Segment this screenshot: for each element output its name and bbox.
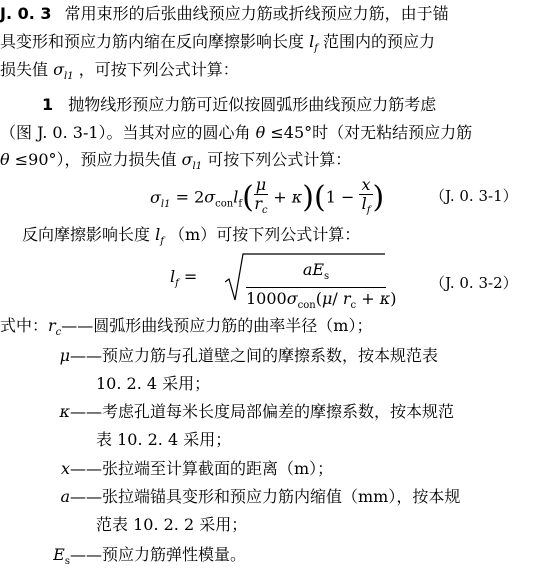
def-row-kappa-cont: 表 10. 2. 4 采用； xyxy=(96,430,232,449)
def-symbol-wrap: $E_s$ xyxy=(53,545,70,567)
def-symbol: a xyxy=(60,487,70,506)
symbol-lf: $l_f$ xyxy=(309,32,318,54)
mid-text-a: 反向摩擦影响长度 xyxy=(22,225,151,244)
def-symbol: μ xyxy=(59,346,70,365)
item1-text-3a: ≤90°），预应力损失值 xyxy=(14,150,177,169)
symbol-theta: θ xyxy=(0,150,10,169)
mid-line xyxy=(22,224,360,253)
item1-text-3b: 可按下列公式计算： xyxy=(207,150,352,169)
def-row-rc: 式中：$r_c——$圆弧形曲线预应力筋的曲率半径（m）； xyxy=(0,316,373,338)
def-dash: —— xyxy=(70,545,102,564)
def-row-a xyxy=(26,486,460,508)
symbol-theta: θ xyxy=(255,123,266,142)
def-dash: —— xyxy=(61,316,94,335)
def-dash: —— xyxy=(70,346,102,365)
section-text-5: ，可按下列公式计算： xyxy=(78,60,239,79)
where-label: 式中： xyxy=(0,316,49,335)
section-text-4: 损失值 xyxy=(0,60,49,79)
section-text-2: 具变形和预应力筋内缩在反向摩擦影响长度 xyxy=(0,32,305,51)
equation-1-number: （J. 0. 3-1） xyxy=(430,187,518,205)
item1-text-2b: ≤45°时（对无粘结预应力筋 xyxy=(270,123,473,142)
symbol-lf: $l_f$ xyxy=(155,225,164,247)
def-text: 张拉端至计算截面的距离（m）； xyxy=(102,459,334,478)
equation-2-fraction xyxy=(246,260,397,317)
equation-2-denominator: $1000\sigma_{con}(\mu/$ $r_c + \kappa$) xyxy=(246,289,397,311)
def-symbol: r xyxy=(48,316,56,335)
mid-text-b: （m）可按下列公式计算： xyxy=(169,225,361,244)
def-dash: —— xyxy=(70,459,102,478)
section-text-1: 常用束形的后张曲线预应力筋或折线预应力筋，由于锚 xyxy=(64,4,449,23)
def-text: 圆弧形曲线预应力筋的曲率半径（m）； xyxy=(93,316,373,335)
equation-2-number: （J. 0. 3-2） xyxy=(430,274,518,292)
item1-line-2 xyxy=(0,122,472,144)
item1-number: 1 xyxy=(42,95,54,114)
symbol-sigma-l1: $\sigma_{l1}$ xyxy=(181,150,203,172)
def-row-es xyxy=(26,544,246,573)
def-text: 预应力筋与孔道壁之间的摩擦系数，按本规范表 xyxy=(102,346,439,365)
section-text-3: 范围内的预应力 xyxy=(323,32,436,51)
item1-line-1 xyxy=(42,94,436,116)
equation-1: $\sigma_{l1} = 2\sigma_{con}l_f$( $\frac{\mu}{r_c}$ + κ)(1 − $\frac{x}{l_f}$ ) xyxy=(150,175,385,216)
symbol-sigma-l1: $\sigma_{l1}$ xyxy=(53,60,74,82)
def-dash: —— xyxy=(70,402,102,421)
def-text: 预应力筋弹性模量。 xyxy=(102,545,247,564)
item1-text-2a: （图 J. 0. 3-1）。当其对应的圆心角 xyxy=(0,123,251,142)
section-line-2 xyxy=(0,31,435,60)
section-line-3 xyxy=(0,59,239,88)
def-row-x xyxy=(26,458,333,480)
equation-2-numerator: $aE_s$ xyxy=(246,260,386,288)
item1-line-3 xyxy=(0,149,351,178)
equation-2-lhs: $l_f$ = xyxy=(170,267,198,289)
section-line-1 xyxy=(0,3,449,25)
def-dash: —— xyxy=(70,487,102,506)
def-text: 张拉端锚具变形和预应力筋内缩值（mm），按本规 xyxy=(102,487,461,506)
def-row-mu xyxy=(26,345,438,367)
def-symbol: x xyxy=(60,459,70,478)
def-row-mu-cont: 10. 2. 4 采用； xyxy=(96,374,211,393)
def-row-a-cont: 范表 10. 2. 2 采用； xyxy=(96,515,248,534)
def-text: 考虑孔道每米长度局部偏差的摩擦系数，按本规范 xyxy=(102,402,455,421)
def-symbol: E xyxy=(53,545,65,564)
item1-text-1: 抛物线形预应力筋可近似按圆弧形曲线预应力筋考虑 xyxy=(68,95,437,114)
section-number: J. 0. 3 xyxy=(0,4,52,23)
def-symbol: κ xyxy=(59,402,70,421)
def-row-kappa xyxy=(26,401,454,423)
